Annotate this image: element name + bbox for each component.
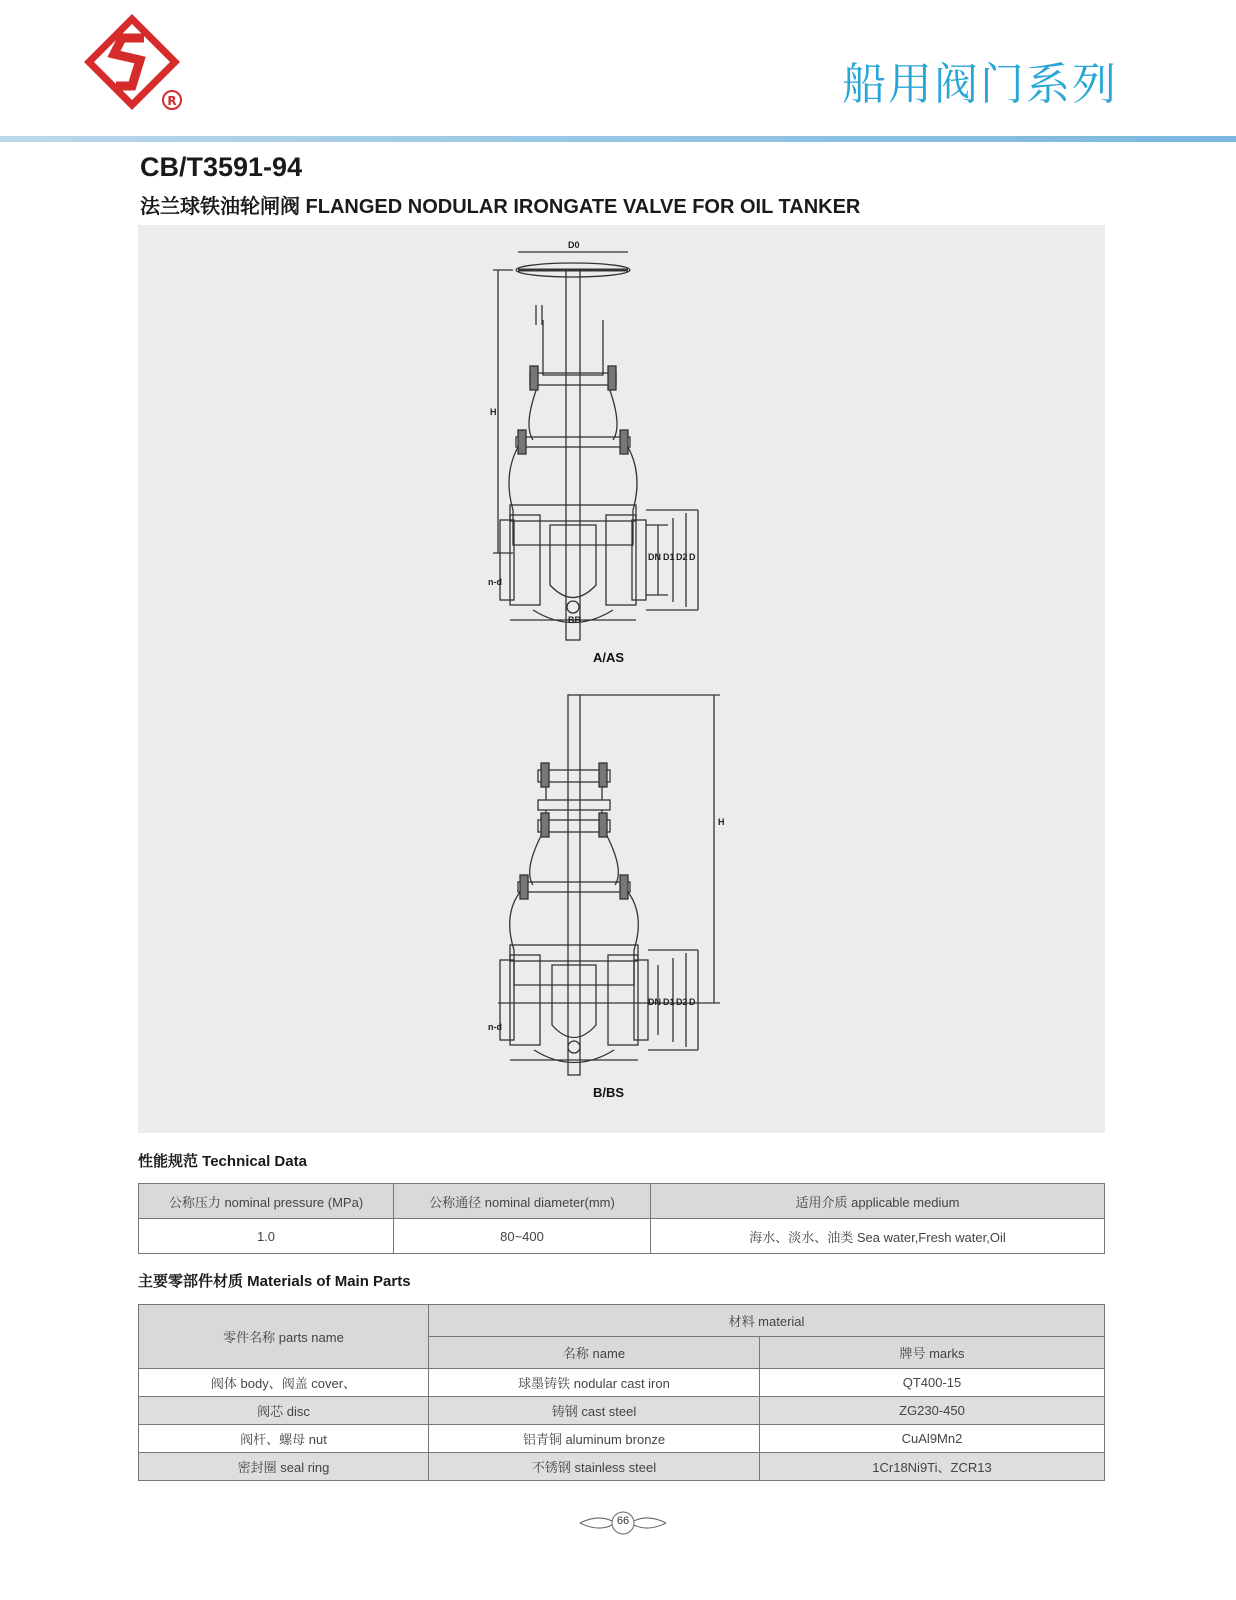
cell-part: 阀芯 disc [139,1397,429,1425]
header-material: 材料 material [429,1305,1105,1337]
svg-text:D: D [689,997,696,1007]
label-h-bottom: H [718,817,725,827]
table-header-row [139,1305,1105,1337]
table-row [139,1425,1105,1453]
technical-data-table [138,1183,1105,1254]
header-marks: 牌号 marks [760,1337,1105,1369]
table-row [139,1397,1105,1425]
label-d0: D0 [568,240,580,250]
product-title: 法兰球铁油轮闸阀 FLANGED NODULAR IRONGATE VALVE FOR OIL TANKER [140,196,861,218]
standard-code: CB/T3591-94 [140,152,303,182]
technical-drawing-panel [138,225,1105,1133]
valve-drawing-a [493,252,698,640]
svg-text:D1: D1 [663,552,675,562]
valve-drawings [138,225,1105,1133]
label-dn: DN [648,552,661,562]
table-row [139,1453,1105,1481]
valve-drawing-b [498,695,720,1075]
header-pressure: 公称压力 nominal pressure (MPa) [139,1184,394,1219]
drawing-caption-b: B/BS [593,1085,625,1100]
header-diameter: 公称通径 nominal diameter(mm) [394,1184,651,1219]
svg-text:R: R [167,94,177,108]
company-logo-icon [82,10,192,116]
cell-marks: QT400-15 [760,1369,1105,1397]
cell-medium: 海水、淡水、油类 Sea water,Fresh water,Oil [651,1219,1105,1254]
svg-text:D1: D1 [663,997,675,1007]
cell-part: 密封圈 seal ring [139,1453,429,1481]
cell-name: 不锈钢 stainless steel [429,1453,760,1481]
cell-name: 球墨铸铁 nodular cast iron [429,1369,760,1397]
svg-text:n-d: n-d [488,577,502,587]
header-parts-name: 零件名称 parts name [139,1305,429,1369]
header-medium: 适用介质 applicable medium [651,1184,1105,1219]
svg-text:D2: D2 [676,552,688,562]
cell-diameter: 80~400 [394,1219,651,1254]
page-number [578,1510,668,1536]
materials-title: 主要零部件材质 Materials of Main Parts [138,1273,411,1290]
technical-data-title: 性能规范 Technical Data [138,1153,307,1170]
page-number-text: 66 [616,1515,630,1527]
cell-name: 铸钢 cast steel [429,1397,760,1425]
cell-pressure: 1.0 [139,1219,394,1254]
cell-name: 铝青铜 aluminum bronze [429,1425,760,1453]
svg-text:DN: DN [648,997,661,1007]
cell-part: 阀杆、螺母 nut [139,1425,429,1453]
cell-part: 阀体 body、阀盖 cover、 [139,1369,429,1397]
svg-text:BB: BB [568,615,581,625]
table-header-row [139,1184,1105,1219]
cell-marks: 1Cr18Ni9Ti、ZCR13 [760,1453,1105,1481]
cell-marks: ZG230-450 [760,1397,1105,1425]
table-row [139,1369,1105,1397]
table-row [139,1219,1105,1254]
drawing-caption-a: A/AS [593,650,625,665]
series-title: 船用阀门系列 [842,59,1118,110]
svg-text:n-d: n-d [488,1022,502,1032]
cell-marks: CuAl9Mn2 [760,1425,1105,1453]
header-name: 名称 name [429,1337,760,1369]
label-h-top: H [490,407,497,417]
svg-text:D: D [689,552,696,562]
svg-text:D2: D2 [676,997,688,1007]
materials-table [138,1304,1105,1481]
header-divider [0,136,1236,142]
